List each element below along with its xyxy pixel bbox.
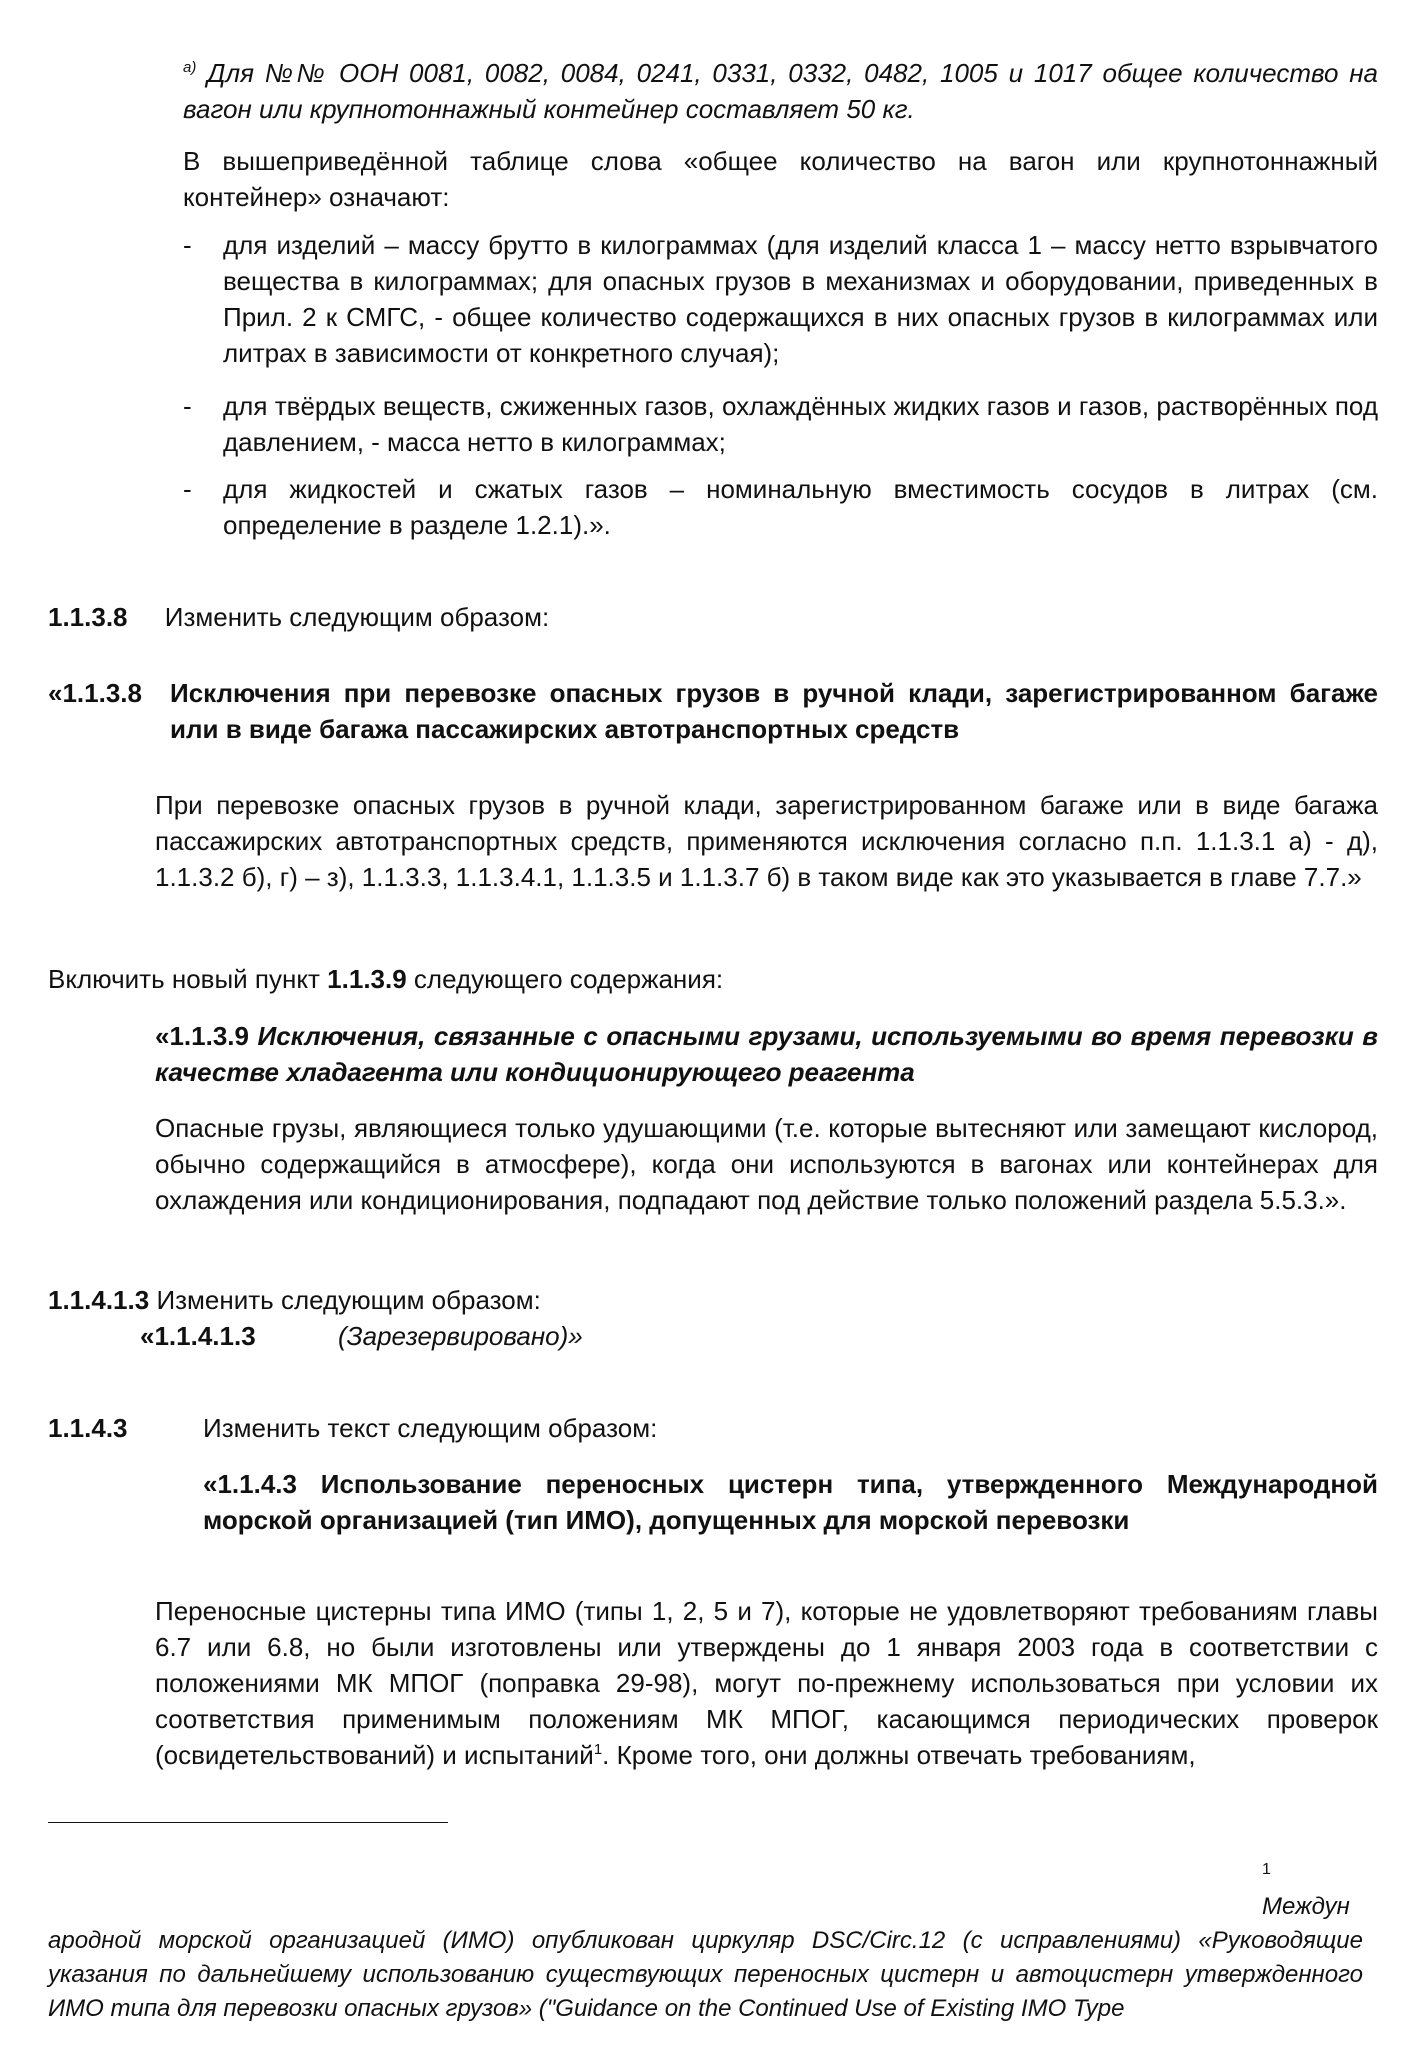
footnote-a-text: Для №№ ООН 0081, 0082, 0084, 0241, 0331, 0332, 0482, 1005 и 1017 общее количество на вагон или крупнотоннажный контейнер составляет 50 кг. (183, 58, 1378, 124)
footnote-1-marker: 1 (1262, 1861, 1271, 1878)
heading-text: Исключения, связанные с опасными грузами, используемыми во время перевозки в качестве хладагента или кондиционирующего реагента (155, 1021, 1378, 1087)
section-number: 1.1.3.8 (48, 602, 128, 632)
quoted-number: «1.1.3.9 (155, 1021, 249, 1051)
section-number: 1.1.4.1.3 (48, 1285, 150, 1315)
quoted-number: «1.1.4.3 (203, 1469, 297, 1499)
instruction-number: 1.1.3.9 (327, 964, 407, 994)
section-11413-quoted-number: «1.1.4.1.3 (140, 1321, 256, 1351)
instruction-text: Изменить следующим образом: (156, 1285, 541, 1315)
footnote-1-word-start: Междун (1262, 1893, 1350, 1920)
footnote-a (183, 55, 1378, 127)
bullet-dash: - (183, 230, 192, 260)
section-1139-heading (155, 1018, 1378, 1090)
section-1143-heading (203, 1466, 1378, 1538)
bullet-text: для жидкостей и сжатых газов – номинальную вместимость сосудов в литрах (см. определение в разделе 1.2.1).». (223, 474, 1378, 540)
footnote-a-marker: a) (183, 59, 197, 76)
section-1138-quoted-number: «1.1.3.8 (48, 678, 142, 708)
bullet-text: для изделий – массу брутто в килограммах (для изделий класса 1 – массу нетто взрывчатого вещества в килограммах; для опасных грузов в механизмах и оборудовании, приведенных в Прил. 2 к СМГС, - общее количество содержащихся в них опасных грузов в килограммах или литрах в зависимости от конкретного случая); (223, 230, 1378, 368)
bullet-text: для твёрдых веществ, сжиженных газов, охлаждённых жидких газов и газов, растворённых под давлением, - масса нетто в килограммах; (223, 391, 1378, 457)
instruction-post: следующего содержания: (413, 964, 724, 994)
section-1138-heading: Исключения при перевозке опасных грузов в ручной клади, зарегистрированном багаже или в виде багажа пассажирских автотранспортных средств (170, 678, 1378, 744)
footnote-1-text: ародной морской организацией (ИМО) опубликован циркуляр DSC/Circ.12 (с исправлениями) «Руководящие указания по дальнейшему использованию существующих переносных цистерн и автоцистерн утвержденного ИМО типа для перевозки опасных грузов» ("Guidance on the Continued Use of Existing IMO Type (48, 1927, 1363, 2022)
section-11413-reserved: (Зарезервировано)» (338, 1321, 583, 1351)
bullet-dash: - (183, 474, 192, 504)
section-1139-body: Опасные грузы, являющиеся только удушающими (т.е. которые вытесняют или замещают кислород, обычно содержащийся в атмосфере), когда они используются в вагонах или контейнерах для охлаждения или кондиционирования, подпадают под действие только положений раздела 5.5.3.». (155, 1113, 1378, 1215)
section-1138-body: При перевозке опасных грузов в ручной клади, зарегистрированном багаже или в виде багажа пассажирских автотранспортных средств, применяются исключения согласно п.п. 1.1.3.1 а) - д), 1.1.3.2 б), г) – з), 1.1.3.3, 1.1.3.4.1, 1.1.3.5 и 1.1.3.7 б) в таком виде как это указывается в главе 7.7.» (155, 790, 1378, 892)
section-1143-number: 1.1.4.3 (48, 1413, 128, 1443)
instruction-pre: Включить новый пункт (48, 964, 320, 994)
bullet-dash: - (183, 391, 192, 421)
footnote-separator (48, 1822, 448, 1823)
body-tail: . Кроме того, они должны отвечать требованиям, (602, 1740, 1196, 1770)
section-1143-instruction: Изменить текст следующим образом: (203, 1413, 658, 1443)
section-11413-instruction (48, 1282, 541, 1318)
body-text: Переносные цистерны типа ИМО (типы 1, 2, 5 и 7), которые не удовлетворяют требованиям главы 6.7 или 6.8, но были изготовлены или утверждены до 1 января 2003 года в соответствии с положениями МК МПОГ (поправка 29-98), могут по-прежнему использоваться при условии их соответствия применимым положениям МК МПОГ, касающимся периодических проверок (освидетельствований) и испытаний (155, 1596, 1378, 1770)
heading-text: Использование переносных цистерн типа, утвержденного Международной морской организацией (тип ИМО), допущенных для морской перевозки (203, 1469, 1378, 1535)
footnote-ref: 1 (593, 1741, 603, 1758)
intro-paragraph: В вышеприведённой таблице слова «общее количество на вагон или крупнотоннажный контейнер» означают: (183, 146, 1378, 212)
instruction-text: Изменить следующим образом: (164, 602, 550, 632)
section-1143-body (155, 1593, 1378, 1773)
section-1139-instruction (48, 961, 723, 997)
section-1138-instruction (48, 599, 1348, 635)
